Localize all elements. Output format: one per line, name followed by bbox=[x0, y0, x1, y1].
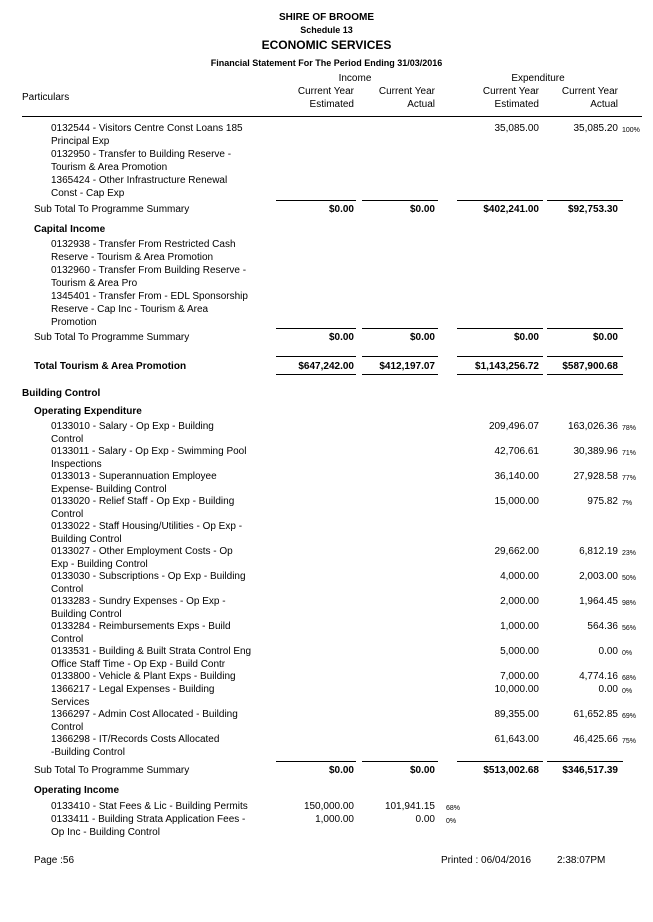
section-heading: Operating Expenditure bbox=[34, 406, 142, 417]
exp-actual: 46,425.66 bbox=[573, 734, 618, 745]
particulars-header: Particulars bbox=[22, 92, 70, 103]
section-heading: Capital Income bbox=[34, 224, 106, 235]
item-description: 0132544 - Visitors Centre Const Loans 185 Principal Exp 0132950 - Transfer to Building Reserve - Tourism & Area Promotion 1365424 - Other Infrastructure Renewal Const - Cap Exp bbox=[51, 123, 243, 199]
income-est-header: Current Year Estimated bbox=[297, 86, 354, 110]
exp-estimated: 7,000.00 bbox=[500, 671, 539, 682]
expenditure-header: Expenditure bbox=[511, 73, 565, 84]
page-title: ECONOMIC SERVICES bbox=[261, 38, 392, 52]
exp-estimated: 10,000.00 bbox=[494, 684, 539, 695]
item-description: 0133013 - Superannuation Employee Expense- Building Control bbox=[51, 471, 217, 495]
exp-estimated: 2,000.00 bbox=[500, 596, 539, 607]
item-description: 0133022 - Staff Housing/Utilities - Op Exp - Building Control bbox=[51, 521, 243, 545]
item-description: 1366297 - Admin Cost Allocated - Building Control bbox=[51, 709, 238, 733]
section-heading: Operating Income bbox=[34, 785, 120, 796]
item-description: 0133011 - Salary - Op Exp - Swimming Pool Inspections bbox=[51, 446, 247, 470]
exp-est-header: Current Year Estimated bbox=[482, 86, 539, 110]
exp-actual: 30,389.96 bbox=[573, 446, 618, 457]
exp-estimated: 42,706.61 bbox=[494, 446, 539, 457]
item-description: 1366217 - Legal Expenses - Building Services bbox=[51, 684, 215, 708]
exp-estimated: 5,000.00 bbox=[500, 646, 539, 657]
exp-act-header: Current Year Actual bbox=[561, 86, 618, 110]
exp-actual: 2,003.00 bbox=[579, 571, 618, 582]
item-description: 0133410 - Stat Fees & Lic - Building Permits bbox=[51, 801, 248, 812]
exp-estimated: 89,355.00 bbox=[494, 709, 539, 720]
exp-actual: 61,652.85 bbox=[573, 709, 618, 720]
exp-actual: 564.36 bbox=[587, 621, 618, 632]
exp-percent: 78% bbox=[622, 425, 637, 432]
exp-actual: 975.82 bbox=[587, 496, 618, 507]
exp-percent: 23% bbox=[622, 550, 637, 557]
item-description: 0133027 - Other Employment Costs - Op Exp - Building Control bbox=[51, 546, 233, 570]
item-description: 0133283 - Sundry Expenses - Op Exp - Building Control bbox=[51, 596, 226, 620]
exp-percent: 98% bbox=[622, 600, 637, 607]
exp-percent: 68% bbox=[622, 675, 637, 682]
item-description: 0133030 - Subscriptions - Op Exp - Building Control bbox=[51, 571, 246, 595]
exp-estimated: 15,000.00 bbox=[494, 496, 539, 507]
exp-estimated: 35,085.00 bbox=[494, 123, 539, 134]
exp-estimated: 36,140.00 bbox=[494, 471, 539, 482]
exp-estimated: 29,662.00 bbox=[494, 546, 539, 557]
exp-estimated: 1,000.00 bbox=[500, 621, 539, 632]
exp-actual: 0.00 bbox=[598, 646, 618, 657]
schedule-label: Schedule 13 bbox=[300, 25, 353, 35]
item-description: 0133010 - Salary - Op Exp - Building Control bbox=[51, 421, 214, 445]
shire-name: SHIRE OF BROOME bbox=[278, 12, 374, 23]
exp-actual: 0.00 bbox=[598, 684, 618, 695]
exp-actual: 163,026.36 bbox=[567, 421, 618, 432]
header-rule bbox=[22, 116, 642, 117]
exp-actual: 27,928.58 bbox=[573, 471, 618, 482]
exp-percent: 69% bbox=[622, 713, 637, 720]
page-number: Page :56 bbox=[34, 855, 75, 866]
item-description: 0133411 - Building Strata Application Fees - Op Inc - Building Control bbox=[51, 814, 246, 838]
exp-percent: 0% bbox=[622, 650, 633, 657]
item-description: 1366298 - IT/Records Costs Allocated -Building Control bbox=[51, 734, 220, 758]
exp-percent: 50% bbox=[622, 575, 637, 582]
exp-percent: 71% bbox=[622, 450, 637, 457]
exp-percent: 100% bbox=[622, 127, 640, 134]
exp-estimated: 4,000.00 bbox=[500, 571, 539, 582]
printed-date: Printed : 06/04/2016 bbox=[441, 855, 532, 866]
item-description: 0132938 - Transfer From Restricted Cash Reserve - Tourism & Area Promotion 0132960 - Transfer From Building Reserve - Tourism & Area Pro 1345401 - Transfer From - EDL Sponsorship Reserve - Cap Inc - Tourism & Area Promotion bbox=[51, 239, 248, 328]
item-description: 0133531 - Building & Built Strata Control Eng Office Staff Time - Op Exp - Build Contr bbox=[51, 646, 252, 670]
exp-estimated: 61,643.00 bbox=[494, 734, 539, 745]
exp-actual: 6,812.19 bbox=[579, 546, 618, 557]
exp-actual: 1,964.45 bbox=[579, 596, 618, 607]
program-heading: Building Control bbox=[22, 388, 101, 399]
exp-percent: 7% bbox=[622, 500, 633, 507]
exp-percent: 56% bbox=[622, 625, 637, 632]
income-act-header: Current Year Actual bbox=[378, 86, 435, 110]
item-description: 0133284 - Reimbursements Exps - Build Control bbox=[51, 621, 231, 645]
exp-actual: 35,085.20 bbox=[573, 123, 618, 134]
exp-percent: 77% bbox=[622, 475, 637, 482]
income-header: Income bbox=[338, 73, 372, 84]
printed-time: 2:38:07PM bbox=[557, 855, 606, 866]
exp-estimated: 209,496.07 bbox=[488, 421, 539, 432]
item-description: 0133020 - Relief Staff - Op Exp - Building Control bbox=[51, 496, 235, 520]
item-description: 0133800 - Vehicle & Plant Exps - Building bbox=[51, 671, 236, 682]
exp-percent: 0% bbox=[622, 688, 633, 695]
statement-subtitle: Financial Statement For The Period Ending 31/03/2016 bbox=[210, 58, 443, 68]
exp-actual: 4,774.16 bbox=[579, 671, 618, 682]
exp-percent: 75% bbox=[622, 738, 637, 745]
